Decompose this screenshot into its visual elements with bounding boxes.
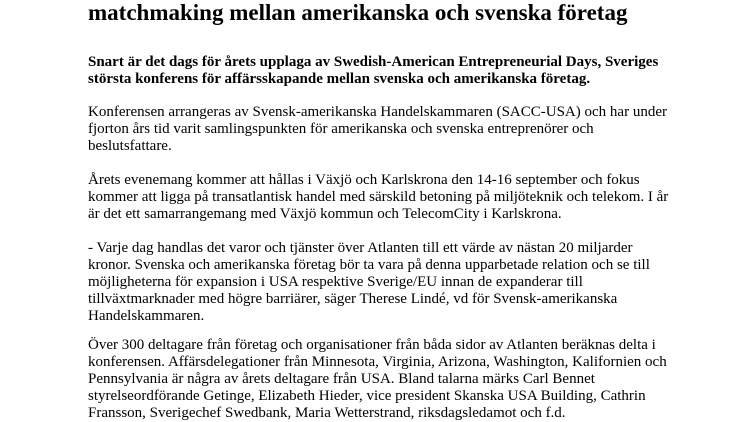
paragraph-line: Handelskammaren.: [88, 308, 205, 324]
paragraph-line: beslutsfattare.: [88, 138, 172, 154]
paragraph-line: Konferensen arrangeras av Svensk-amerikanska Handelskammaren (SACC-USA) och har under: [88, 104, 667, 120]
paragraph-event: [88, 172, 688, 223]
paragraph-line: Årets evenemang kommer att hållas i Växjö och Karlskrona den 14-16 september och fokus: [88, 172, 640, 188]
headline: matchmaking mellan amerikanska och svenska företag: [88, 0, 628, 25]
paragraph-participants: [88, 337, 688, 422]
paragraph-line: Pennsylvania är några av årets deltagare från USA. Bland talarna märks Carl Bennet: [88, 371, 595, 387]
lead-line: största konferens för affärsskapande mellan svenska och amerikanska företag.: [88, 71, 591, 87]
paragraph-line: konferensen. Affärsdelegationer från Minnesota, Virginia, Arizona, Washington, Kalifornien och: [88, 354, 667, 370]
paragraph-organizer: [88, 104, 688, 155]
lead-line: Snart är det dags för årets upplaga av Swedish-American Entrepreneurial Days, Sveriges: [88, 54, 659, 70]
paragraph-line: Fransson, Sverigechef Swedbank, Maria Wetterstrand, riksdagsledamot och f.d.: [88, 405, 566, 421]
paragraph-line: möjligheterna för expansion i USA respektive Sverige/EU innan de expanderar till: [88, 274, 583, 290]
lead-paragraph: [88, 54, 688, 88]
paragraph-line: kommer att ligga på transatlantisk handel med särskild betoning på miljöteknik och telekom. I år: [88, 189, 669, 205]
paragraph-line: - Varje dag handlas det varor och tjänster över Atlanten till ett värde av nästan 20 miljarder: [88, 240, 633, 256]
paragraph-line: styrelseordförande Getinge, Elizabeth Hieder, vice president Skanska USA Building, Cathrin: [88, 388, 646, 404]
paragraph-line: Över 300 deltagare från företag och organisationer från båda sidor av Atlanten beräknas delta i: [88, 337, 656, 353]
paragraph-line: tillväxtmarknader med högre barriärer, säger Therese Lindé, vd för Svensk-amerikanska: [88, 291, 618, 307]
paragraph-line: fjorton års tid varit samlingspunkten för amerikanska och svenska entreprenörer och: [88, 121, 594, 137]
paragraph-line: kronor. Svenska och amerikanska företag bör ta vara på denna upparbetade relation och se till: [88, 257, 650, 273]
paragraph-line: är det ett samarrangemang med Växjö kommun och TelecomCity i Karlskrona.: [88, 206, 562, 222]
paragraph-quote: [88, 240, 688, 325]
